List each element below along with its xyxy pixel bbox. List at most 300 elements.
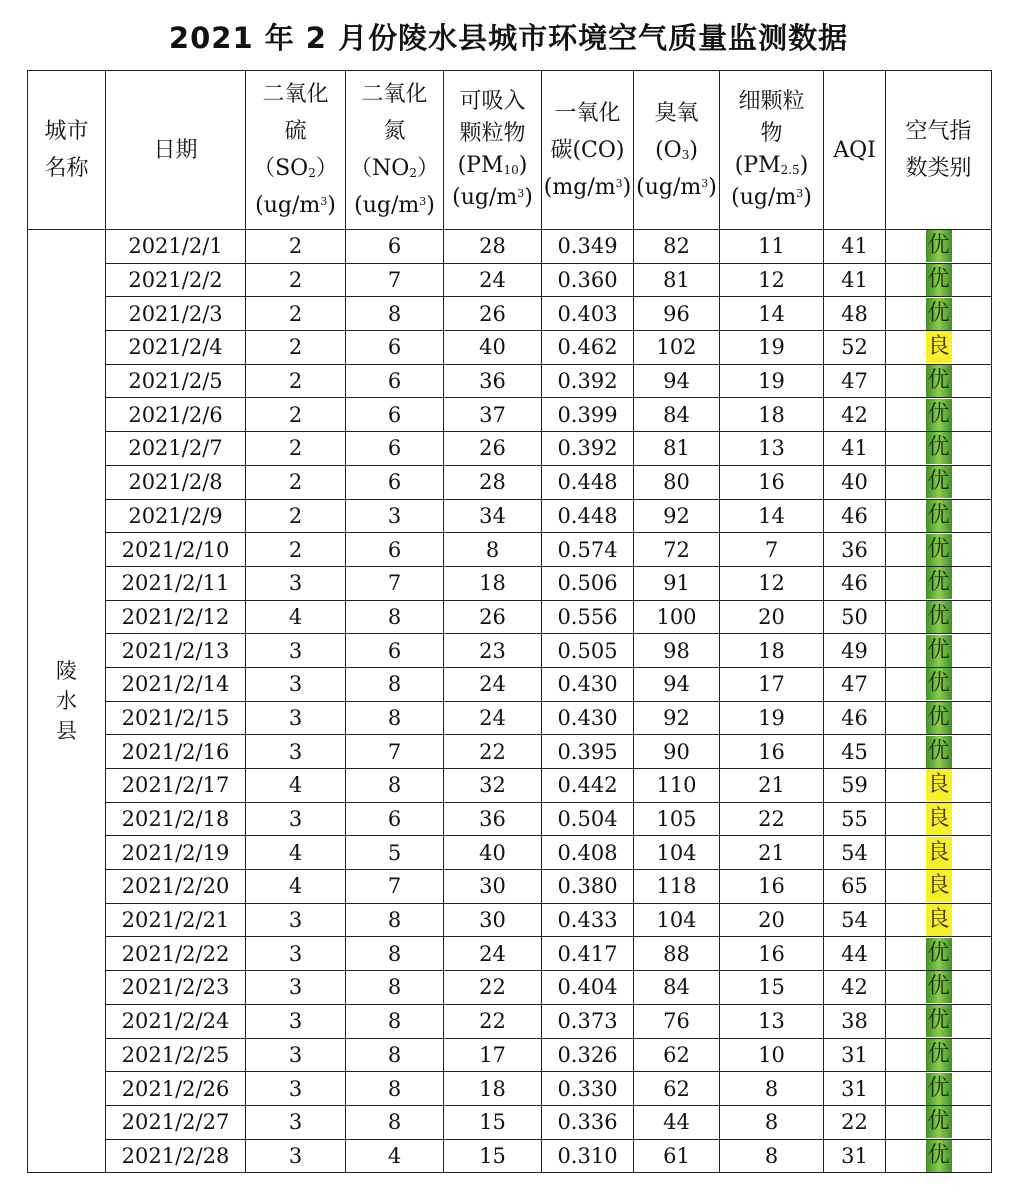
cell-no2: 7: [346, 735, 444, 769]
cell-category: [886, 297, 992, 331]
table-row: [28, 870, 992, 904]
cell-pm25: 20: [720, 600, 824, 634]
cell-co: 0.448: [542, 465, 634, 499]
cell-co: 0.430: [542, 701, 634, 735]
cell-so2: 3: [246, 1105, 346, 1139]
cell-date: 2021/2/9: [106, 499, 246, 533]
table-row: [28, 1004, 992, 1038]
cell-o3: 104: [634, 836, 720, 870]
cell-o3: 84: [634, 398, 720, 432]
category-badge: 良: [926, 803, 952, 835]
table-row: [28, 769, 992, 803]
cell-aqi: 46: [824, 499, 886, 533]
cell-date: 2021/2/15: [106, 701, 246, 735]
cell-date: 2021/2/23: [106, 971, 246, 1005]
cell-o3: 84: [634, 971, 720, 1005]
cell-o3: 81: [634, 263, 720, 297]
table-row: [28, 398, 992, 432]
cell-category: [886, 667, 992, 701]
cell-no2: 6: [346, 432, 444, 466]
cell-aqi: 41: [824, 432, 886, 466]
cell-pm25: 12: [720, 263, 824, 297]
category-badge: 优: [926, 365, 952, 397]
table-row: [28, 432, 992, 466]
cell-aqi: 54: [824, 836, 886, 870]
header-row: [28, 71, 992, 230]
cell-category: [886, 230, 992, 264]
table-row: [28, 465, 992, 499]
cell-co: 0.505: [542, 634, 634, 668]
cell-date: 2021/2/12: [106, 600, 246, 634]
category-badge: 优: [926, 230, 952, 262]
cell-category: [886, 634, 992, 668]
cell-co: 0.433: [542, 903, 634, 937]
cell-co: 0.399: [542, 398, 634, 432]
cell-no2: 4: [346, 1139, 444, 1173]
header-category: 空气指 数类别: [886, 71, 992, 230]
cell-no2: 6: [346, 331, 444, 365]
cell-so2: 3: [246, 566, 346, 600]
cell-o3: 76: [634, 1004, 720, 1038]
category-badge: 优: [926, 938, 952, 970]
cell-category: [886, 1105, 992, 1139]
category-badge: 优: [926, 500, 952, 532]
cell-date: 2021/2/28: [106, 1139, 246, 1173]
cell-date: 2021/2/22: [106, 937, 246, 971]
cell-pm10: 37: [444, 398, 542, 432]
cell-no2: 6: [346, 364, 444, 398]
cell-co: 0.504: [542, 802, 634, 836]
cell-pm10: 18: [444, 1072, 542, 1106]
table-row: [28, 331, 992, 365]
cell-pm10: 24: [444, 701, 542, 735]
cell-pm10: 22: [444, 1004, 542, 1038]
cell-o3: 102: [634, 331, 720, 365]
table-row: [28, 1072, 992, 1106]
cell-so2: 4: [246, 769, 346, 803]
cell-pm25: 13: [720, 432, 824, 466]
category-badge: 良: [926, 769, 952, 801]
cell-category: [886, 1072, 992, 1106]
city-name-char: 水: [56, 689, 77, 714]
cell-so2: 2: [246, 465, 346, 499]
cell-pm10: 30: [444, 870, 542, 904]
cell-date: 2021/2/26: [106, 1072, 246, 1106]
cell-co: 0.360: [542, 263, 634, 297]
cell-date: 2021/2/24: [106, 1004, 246, 1038]
cell-aqi: 44: [824, 937, 886, 971]
cell-no2: 6: [346, 398, 444, 432]
category-badge: 优: [926, 668, 952, 700]
category-badge: 优: [926, 702, 952, 734]
cell-no2: 8: [346, 971, 444, 1005]
cell-date: 2021/2/10: [106, 533, 246, 567]
cell-so2: 3: [246, 1072, 346, 1106]
cell-no2: 6: [346, 533, 444, 567]
cell-co: 0.392: [542, 432, 634, 466]
cell-category: [886, 769, 992, 803]
cell-pm25: 7: [720, 533, 824, 567]
cell-pm25: 22: [720, 802, 824, 836]
cell-pm10: 24: [444, 263, 542, 297]
cell-pm25: 16: [720, 937, 824, 971]
cell-so2: 3: [246, 735, 346, 769]
city-name-cell: [28, 230, 106, 1173]
cell-date: 2021/2/8: [106, 465, 246, 499]
cell-no2: 8: [346, 1072, 444, 1106]
header-so2: 二氧化 硫$(SO_2)$ $(ug/m^3)$: [246, 71, 346, 230]
header-date: 日期: [106, 71, 246, 230]
cell-aqi: 47: [824, 667, 886, 701]
cell-pm25: 8: [720, 1072, 824, 1106]
table-row: [28, 1105, 992, 1139]
cell-no2: 8: [346, 667, 444, 701]
header-pm25: 细颗粒 物 $(PM_{2.5})$ $(ug/m^3)$: [720, 71, 824, 230]
cell-o3: 62: [634, 1038, 720, 1072]
cell-no2: 5: [346, 836, 444, 870]
cell-category: [886, 870, 992, 904]
cell-o3: 110: [634, 769, 720, 803]
cell-date: 2021/2/20: [106, 870, 246, 904]
cell-category: [886, 331, 992, 365]
cell-date: 2021/2/13: [106, 634, 246, 668]
table-row: [28, 533, 992, 567]
cell-no2: 7: [346, 566, 444, 600]
header-no2: 二氧化 氮$(NO_2)$ $(ug/m^3)$: [346, 71, 444, 230]
cell-pm10: 30: [444, 903, 542, 937]
cell-o3: 94: [634, 364, 720, 398]
category-badge: 良: [926, 904, 952, 936]
cell-aqi: 45: [824, 735, 886, 769]
cell-pm10: 34: [444, 499, 542, 533]
cell-o3: 94: [634, 667, 720, 701]
cell-co: 0.408: [542, 836, 634, 870]
cell-aqi: 41: [824, 263, 886, 297]
cell-pm10: 24: [444, 937, 542, 971]
cell-pm10: 26: [444, 432, 542, 466]
cell-pm25: 12: [720, 566, 824, 600]
cell-o3: 62: [634, 1072, 720, 1106]
cell-pm10: 40: [444, 331, 542, 365]
cell-aqi: 46: [824, 566, 886, 600]
cell-pm10: 28: [444, 465, 542, 499]
cell-category: [886, 903, 992, 937]
cell-pm25: 8: [720, 1105, 824, 1139]
cell-no2: 8: [346, 903, 444, 937]
category-badge: 优: [926, 466, 952, 498]
cell-aqi: 49: [824, 634, 886, 668]
cell-co: 0.326: [542, 1038, 634, 1072]
cell-date: 2021/2/7: [106, 432, 246, 466]
category-badge: 优: [926, 1106, 952, 1138]
cell-pm25: 17: [720, 667, 824, 701]
cell-category: [886, 566, 992, 600]
cell-so2: 3: [246, 667, 346, 701]
cell-so2: 2: [246, 432, 346, 466]
cell-pm10: 32: [444, 769, 542, 803]
table-row: [28, 937, 992, 971]
cell-pm25: 15: [720, 971, 824, 1005]
cell-category: [886, 533, 992, 567]
cell-no2: 8: [346, 600, 444, 634]
cell-category: [886, 432, 992, 466]
cell-so2: 4: [246, 600, 346, 634]
table-row: [28, 600, 992, 634]
table-row: [28, 667, 992, 701]
cell-category: [886, 937, 992, 971]
cell-date: 2021/2/16: [106, 735, 246, 769]
cell-so2: 4: [246, 836, 346, 870]
cell-no2: 7: [346, 263, 444, 297]
cell-o3: 44: [634, 1105, 720, 1139]
cell-pm25: 8: [720, 1139, 824, 1173]
table-row: [28, 297, 992, 331]
cell-aqi: 22: [824, 1105, 886, 1139]
cell-aqi: 54: [824, 903, 886, 937]
cell-aqi: 50: [824, 600, 886, 634]
cell-category: [886, 836, 992, 870]
cell-co: 0.380: [542, 870, 634, 904]
cell-pm10: 18: [444, 566, 542, 600]
cell-category: [886, 1139, 992, 1173]
table-row: [28, 971, 992, 1005]
table-row: [28, 735, 992, 769]
cell-no2: 7: [346, 870, 444, 904]
cell-o3: 96: [634, 297, 720, 331]
cell-co: 0.442: [542, 769, 634, 803]
table-body: [28, 230, 992, 1173]
table-row: [28, 263, 992, 297]
cell-o3: 61: [634, 1139, 720, 1173]
table-row: [28, 566, 992, 600]
cell-aqi: 46: [824, 701, 886, 735]
cell-o3: 72: [634, 533, 720, 567]
cell-pm10: 40: [444, 836, 542, 870]
cell-pm10: 26: [444, 600, 542, 634]
cell-date: 2021/2/2: [106, 263, 246, 297]
cell-so2: 3: [246, 634, 346, 668]
category-badge: 良: [926, 837, 952, 869]
cell-so2: 3: [246, 1038, 346, 1072]
cell-pm25: 11: [720, 230, 824, 264]
city-name-char: 陵: [56, 659, 77, 684]
cell-date: 2021/2/3: [106, 297, 246, 331]
cell-so2: 3: [246, 1139, 346, 1173]
cell-aqi: 65: [824, 870, 886, 904]
cell-o3: 105: [634, 802, 720, 836]
cell-no2: 6: [346, 230, 444, 264]
cell-co: 0.392: [542, 364, 634, 398]
cell-date: 2021/2/11: [106, 566, 246, 600]
cell-category: [886, 263, 992, 297]
cell-category: [886, 398, 992, 432]
cell-pm25: 14: [720, 499, 824, 533]
cell-aqi: 55: [824, 802, 886, 836]
category-badge: 优: [926, 534, 952, 566]
cell-pm10: 22: [444, 735, 542, 769]
cell-aqi: 31: [824, 1072, 886, 1106]
cell-co: 0.417: [542, 937, 634, 971]
category-badge: 优: [926, 1005, 952, 1037]
cell-pm25: 16: [720, 465, 824, 499]
cell-pm10: 17: [444, 1038, 542, 1072]
category-badge: 优: [926, 1073, 952, 1105]
header-pm10: 可吸入 颗粒物 $(PM_{10})$ $(ug/m^3)$: [444, 71, 542, 230]
category-badge: 良: [926, 870, 952, 902]
cell-pm10: 36: [444, 802, 542, 836]
cell-pm25: 13: [720, 1004, 824, 1038]
cell-co: 0.462: [542, 331, 634, 365]
cell-o3: 82: [634, 230, 720, 264]
cell-category: [886, 735, 992, 769]
table-row: [28, 364, 992, 398]
cell-o3: 92: [634, 701, 720, 735]
cell-date: 2021/2/6: [106, 398, 246, 432]
cell-o3: 81: [634, 432, 720, 466]
cell-category: [886, 465, 992, 499]
cell-date: 2021/2/5: [106, 364, 246, 398]
cell-date: 2021/2/27: [106, 1105, 246, 1139]
cell-pm25: 21: [720, 836, 824, 870]
cell-date: 2021/2/1: [106, 230, 246, 264]
table-row: [28, 230, 992, 264]
cell-so2: 2: [246, 263, 346, 297]
cell-no2: 8: [346, 1004, 444, 1038]
cell-no2: 8: [346, 937, 444, 971]
cell-so2: 3: [246, 802, 346, 836]
cell-so2: 2: [246, 364, 346, 398]
cell-aqi: 47: [824, 364, 886, 398]
cell-aqi: 36: [824, 533, 886, 567]
cell-no2: 6: [346, 465, 444, 499]
cell-aqi: 38: [824, 1004, 886, 1038]
document-title: 2021 年 2 月份陵水县城市环境空气质量监测数据: [168, 21, 849, 55]
cell-co: 0.403: [542, 297, 634, 331]
cell-aqi: 31: [824, 1038, 886, 1072]
cell-pm25: 19: [720, 701, 824, 735]
table-row: [28, 903, 992, 937]
category-badge: 优: [926, 298, 952, 330]
cell-pm10: 36: [444, 364, 542, 398]
table-row: [28, 1139, 992, 1173]
category-badge: 优: [926, 736, 952, 768]
cell-pm10: 28: [444, 230, 542, 264]
cell-so2: 2: [246, 331, 346, 365]
cell-category: [886, 802, 992, 836]
cell-o3: 80: [634, 465, 720, 499]
cell-date: 2021/2/14: [106, 667, 246, 701]
cell-co: 0.330: [542, 1072, 634, 1106]
table-row: [28, 701, 992, 735]
cell-pm25: 21: [720, 769, 824, 803]
city-name-char: 县: [56, 719, 77, 744]
cell-so2: 3: [246, 1004, 346, 1038]
cell-pm10: 23: [444, 634, 542, 668]
cell-pm25: 16: [720, 735, 824, 769]
table-row: [28, 634, 992, 668]
table-row: [28, 836, 992, 870]
cell-date: 2021/2/17: [106, 769, 246, 803]
cell-no2: 8: [346, 297, 444, 331]
category-badge: 良: [926, 331, 952, 363]
cell-pm10: 15: [444, 1139, 542, 1173]
cell-category: [886, 499, 992, 533]
cell-pm10: 26: [444, 297, 542, 331]
cell-so2: 2: [246, 297, 346, 331]
cell-aqi: 59: [824, 769, 886, 803]
cell-so2: 3: [246, 701, 346, 735]
header-co: 一氧化 碳(CO) $(mg/m^3)$: [542, 71, 634, 230]
cell-pm25: 18: [720, 634, 824, 668]
cell-date: 2021/2/21: [106, 903, 246, 937]
header-o3: 臭氧 $(O_3)$ $(ug/m^3)$: [634, 71, 720, 230]
header-aqi: AQI: [824, 71, 886, 230]
cell-co: 0.448: [542, 499, 634, 533]
cell-aqi: 31: [824, 1139, 886, 1173]
table-row: [28, 499, 992, 533]
header-city: 城市 名称: [28, 71, 106, 230]
cell-so2: 3: [246, 971, 346, 1005]
table-row: [28, 1038, 992, 1072]
cell-co: 0.373: [542, 1004, 634, 1038]
cell-category: [886, 364, 992, 398]
cell-o3: 88: [634, 937, 720, 971]
cell-no2: 8: [346, 1038, 444, 1072]
cell-date: 2021/2/19: [106, 836, 246, 870]
cell-pm10: 22: [444, 971, 542, 1005]
cell-co: 0.430: [542, 667, 634, 701]
cell-aqi: 40: [824, 465, 886, 499]
cell-no2: 8: [346, 701, 444, 735]
category-badge: 优: [926, 1140, 952, 1172]
cell-pm25: 20: [720, 903, 824, 937]
category-badge: 优: [926, 264, 952, 296]
cell-no2: 8: [346, 1105, 444, 1139]
cell-co: 0.395: [542, 735, 634, 769]
cell-pm25: 10: [720, 1038, 824, 1072]
table-row: [28, 802, 992, 836]
cell-category: [886, 600, 992, 634]
category-badge: 优: [926, 399, 952, 431]
cell-so2: 2: [246, 499, 346, 533]
cell-so2: 2: [246, 230, 346, 264]
cell-so2: 2: [246, 533, 346, 567]
cell-pm10: 8: [444, 533, 542, 567]
cell-pm25: 16: [720, 870, 824, 904]
cell-category: [886, 701, 992, 735]
cell-co: 0.310: [542, 1139, 634, 1173]
cell-category: [886, 1038, 992, 1072]
cell-category: [886, 1004, 992, 1038]
cell-o3: 104: [634, 903, 720, 937]
category-badge: 优: [926, 635, 952, 667]
category-badge: 优: [926, 971, 952, 1003]
cell-pm25: 18: [720, 398, 824, 432]
cell-co: 0.349: [542, 230, 634, 264]
cell-aqi: 52: [824, 331, 886, 365]
cell-aqi: 41: [824, 230, 886, 264]
cell-no2: 3: [346, 499, 444, 533]
cell-co: 0.404: [542, 971, 634, 1005]
category-badge: 优: [926, 1039, 952, 1071]
cell-pm25: 14: [720, 297, 824, 331]
cell-date: 2021/2/18: [106, 802, 246, 836]
cell-date: 2021/2/4: [106, 331, 246, 365]
cell-o3: 118: [634, 870, 720, 904]
cell-aqi: 48: [824, 297, 886, 331]
cell-pm25: 19: [720, 364, 824, 398]
cell-co: 0.506: [542, 566, 634, 600]
